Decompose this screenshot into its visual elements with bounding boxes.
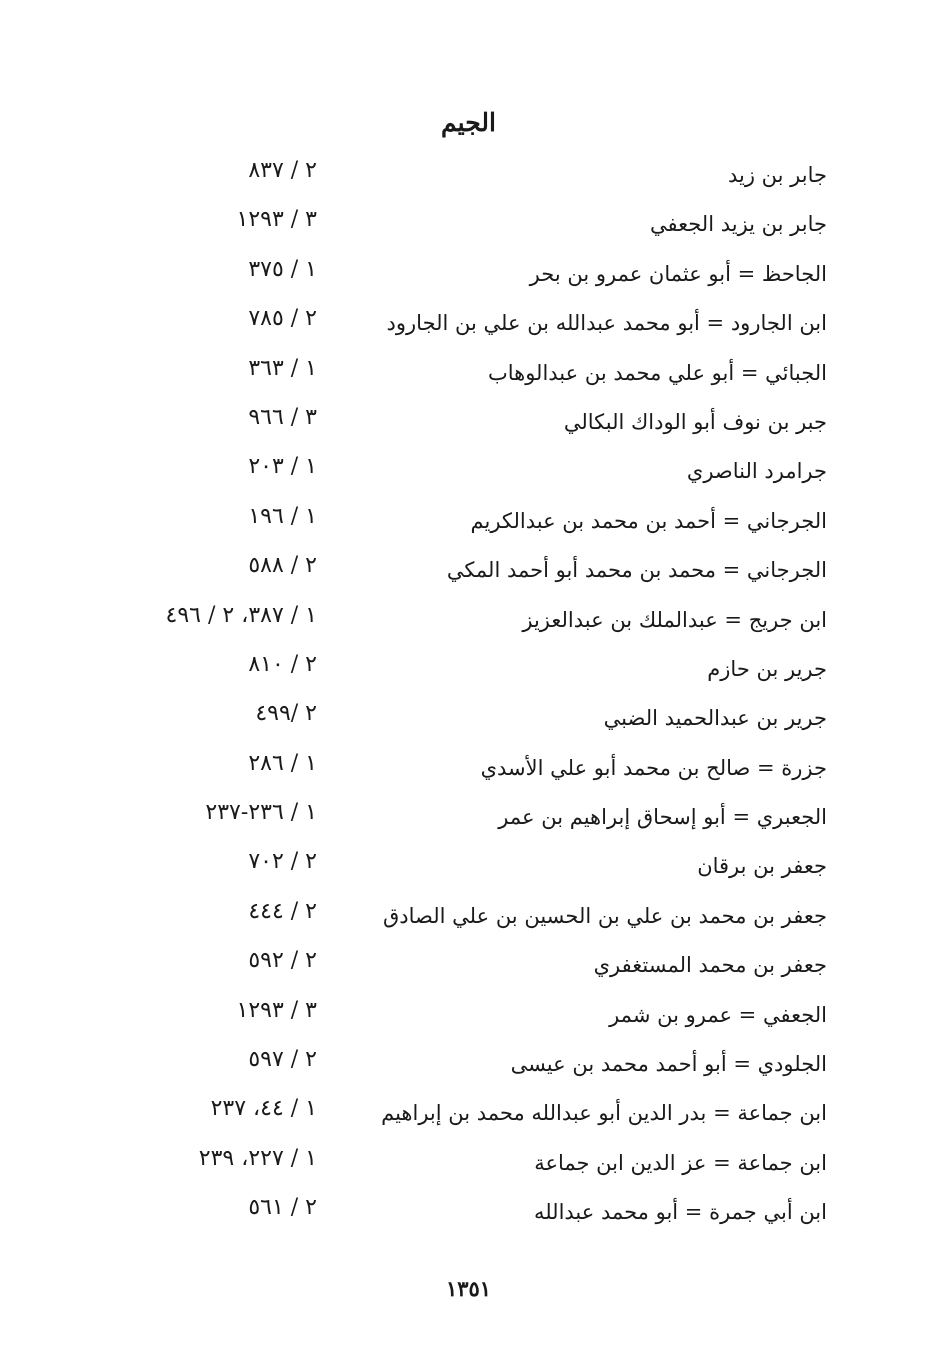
entry-reference: ٣ / ١٢٩٣: [236, 207, 317, 233]
index-entry: [0, 1189, 937, 1238]
entry-name: ابن جماعة = بدر الدين أبو عبدالله محمد بن إبراهيم: [381, 1101, 827, 1126]
index-entry: [0, 794, 937, 843]
entry-name: الجاحظ = أبو عثمان عمرو بن بحر: [529, 261, 827, 286]
index-entry: [0, 1090, 937, 1139]
entry-reference: ٣ / ١٢٩٣: [236, 997, 317, 1023]
index-entry: [0, 498, 937, 547]
index-entries: [0, 152, 937, 1239]
entry-reference: ٢ / ٥٨٨: [248, 553, 317, 579]
entry-reference: ١ / ٢٠٣: [248, 454, 317, 480]
entry-reference: ٢ / ٥٦١: [248, 1195, 317, 1221]
entry-reference: ٢ /٤٩٩: [255, 701, 317, 727]
entry-name: جرير بن عبدالحميد الضبي: [603, 706, 827, 731]
entry-reference: ١ / ٢٨٦: [248, 750, 317, 776]
entry-name: جعفر بن محمد بن علي بن الحسين بن علي الصادق: [383, 903, 827, 928]
entry-name: الجبائي = أبو علي محمد بن عبدالوهاب: [487, 360, 827, 385]
entry-reference: ١ / ٤٤، ٢٣٧: [210, 1096, 317, 1122]
entry-reference: ١ / ٣٧٥: [248, 256, 317, 282]
index-entry: [0, 597, 937, 646]
entry-name: الجرجاني = محمد بن محمد أبو أحمد المكي: [446, 558, 827, 583]
index-entry: [0, 350, 937, 399]
index-entry: [0, 201, 937, 250]
index-entry: [0, 547, 937, 596]
entry-name: الجلودي = أبو أحمد محمد بن عيسى: [510, 1052, 827, 1077]
entry-reference: ١ / ٣٦٣: [248, 355, 317, 381]
entry-name: ابن جماعة = عز الدين ابن جماعة: [534, 1150, 827, 1175]
index-entry: [0, 695, 937, 744]
section-title: الجيم: [441, 108, 496, 137]
entry-name: جابر بن زيد: [727, 163, 827, 187]
index-entry: [0, 646, 937, 695]
entry-name: جابر بن يزيد الجعفي: [649, 212, 827, 237]
index-entry: [0, 399, 937, 448]
entry-name: الجعبري = أبو إسحاق إبراهيم بن عمر: [498, 805, 827, 830]
entry-name: جعفر بن برقان: [697, 854, 827, 879]
entry-reference: ١ / ٢٣٦-٢٣٧: [205, 800, 317, 826]
entry-name: ابن أبي جمرة = أبو محمد عبدالله: [533, 1200, 827, 1225]
index-entry: [0, 251, 937, 300]
index-entry: [0, 942, 937, 991]
entry-name: الجعفي = عمرو بن شمر: [609, 1002, 827, 1027]
entry-name: الجرجاني = أحمد بن محمد بن عبدالكريم: [470, 508, 827, 533]
index-entry: [0, 448, 937, 497]
index-entry: [0, 300, 937, 349]
entry-name: جبر بن نوف أبو الوداك البكالي: [563, 409, 827, 434]
page-number: ١٣٥١: [445, 1276, 492, 1301]
index-entry: [0, 893, 937, 942]
entry-reference: ٢ / ٥٩٧: [248, 1047, 317, 1073]
index-entry: [0, 745, 937, 794]
entry-reference: ٢ / ٨١٠: [248, 651, 317, 677]
entry-reference: ٢ / ٧٨٥: [248, 306, 317, 332]
entry-name: ابن جريج = عبدالملك بن عبدالعزيز: [522, 607, 827, 632]
index-entry: [0, 1140, 937, 1189]
entry-name: جرامرد الناصري: [686, 459, 827, 484]
entry-reference: ١ / ٣٨٧، ٢ / ٤٩٦: [165, 602, 317, 628]
index-entry: [0, 843, 937, 892]
index-entry: [0, 992, 937, 1041]
index-entry: [0, 152, 937, 201]
entry-reference: ١ / ٢٢٧، ٢٣٩: [198, 1145, 317, 1171]
entry-reference: ٢ / ٨٣٧: [248, 158, 317, 183]
entry-reference: ٢ / ٥٩٢: [248, 948, 317, 974]
entry-name: جزرة = صالح بن محمد أبو علي الأسدي: [480, 755, 827, 780]
entry-name: جرير بن حازم: [707, 656, 827, 681]
index-entry: [0, 1041, 937, 1090]
entry-name: ابن الجارود = أبو محمد عبدالله بن علي بن الجارود: [386, 311, 827, 336]
entry-name: جعفر بن محمد المستغفري: [593, 953, 827, 978]
entry-reference: ٣ / ٩٦٦: [248, 404, 317, 430]
entry-reference: ٢ / ٧٠٢: [248, 849, 317, 875]
entry-reference: ٢ / ٤٤٤: [248, 898, 317, 924]
entry-reference: ١ / ١٩٦: [248, 503, 317, 529]
